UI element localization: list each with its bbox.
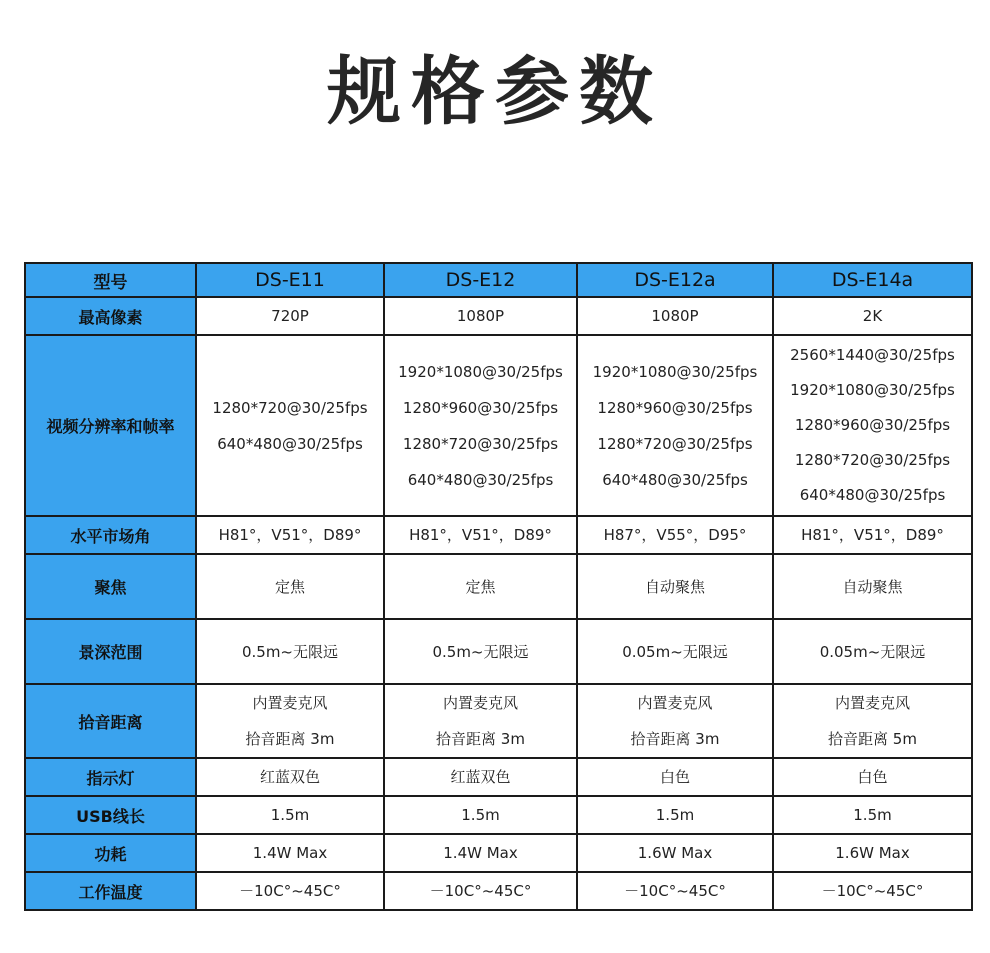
cell-line: 1280*960@30/25fps xyxy=(402,398,559,417)
spec-cell xyxy=(384,796,577,834)
cell-line: 内置麦克风 xyxy=(252,694,328,712)
spec-cell xyxy=(577,516,773,554)
cell-line: H81°，V51°，D89° xyxy=(218,526,362,544)
model-header: DS-E12a xyxy=(577,263,773,297)
spec-cell xyxy=(773,619,972,684)
row-label: 指示灯 xyxy=(25,758,196,796)
cell-line: 红蓝双色 xyxy=(259,768,320,786)
cell-line: 1280*960@30/25fps xyxy=(794,416,951,434)
model-header: DS-E11 xyxy=(196,263,384,297)
spec-cell xyxy=(773,684,972,758)
cell-line: －10C°~45C° xyxy=(821,882,924,900)
spec-cell xyxy=(773,758,972,796)
cell-line: 640*480@30/25fps xyxy=(602,470,748,489)
cell-line: 1.4W Max xyxy=(443,844,518,862)
row-label: 最高像素 xyxy=(25,297,196,335)
table-row xyxy=(25,834,972,872)
spec-cell xyxy=(577,335,773,516)
cell-line: 白色 xyxy=(659,768,690,786)
cell-line: 0.5m~无限远 xyxy=(241,642,339,661)
cell-line: 2K xyxy=(862,307,883,325)
cell-line: 拾音距离 3m xyxy=(436,730,525,748)
cell-line: 2560*1440@30/25fps xyxy=(790,346,955,364)
cell-line: 1.6W Max xyxy=(637,844,713,862)
cell-line: 自动聚焦 xyxy=(842,577,903,596)
spec-cell xyxy=(773,834,972,872)
cell-line: 0.5m~无限远 xyxy=(432,642,529,661)
cell-line: 1280*960@30/25fps xyxy=(597,398,753,417)
row-label: 视频分辨率和帧率 xyxy=(25,335,196,516)
row-label: 功耗 xyxy=(25,834,196,872)
table-row xyxy=(25,297,972,335)
spec-cell xyxy=(196,796,384,834)
cell-line: －10C°~45C° xyxy=(429,882,532,900)
spec-table xyxy=(24,262,973,911)
cell-line: 1.4W Max xyxy=(252,844,328,862)
cell-line: 1920*1080@30/25fps xyxy=(398,362,563,381)
cell-line: H87°，V55°，D95° xyxy=(603,526,747,544)
cell-line: 1280*720@30/25fps xyxy=(597,434,753,453)
cell-line: 拾音距离 3m xyxy=(245,730,335,748)
cell-line: 自动聚焦 xyxy=(644,577,705,596)
spec-cell xyxy=(196,516,384,554)
cell-line: 1.6W Max xyxy=(835,844,910,862)
spec-cell xyxy=(577,297,773,335)
spec-cell xyxy=(577,872,773,910)
spec-cell xyxy=(577,684,773,758)
spec-cell xyxy=(196,619,384,684)
spec-cell xyxy=(384,554,577,619)
cell-line: 1280*720@30/25fps xyxy=(794,451,951,469)
spec-cell xyxy=(384,872,577,910)
cell-line: 1080P xyxy=(651,307,699,325)
cell-line: H81°，V51°，D89° xyxy=(409,526,552,544)
cell-line: 0.05m~无限远 xyxy=(819,642,926,661)
spec-cell xyxy=(384,684,577,758)
cell-line: 内置麦克风 xyxy=(442,694,518,712)
spec-cell xyxy=(384,619,577,684)
header-row xyxy=(25,263,972,297)
spec-cell xyxy=(384,758,577,796)
cell-line: 1280*720@30/25fps xyxy=(212,398,368,417)
spec-cell xyxy=(196,684,384,758)
spec-cell xyxy=(196,335,384,516)
header-label: 型号 xyxy=(25,263,196,297)
cell-line: 1.5m xyxy=(461,806,500,824)
cell-line: 白色 xyxy=(857,768,888,786)
cell-line: 内置麦克风 xyxy=(637,694,713,712)
spec-cell xyxy=(577,758,773,796)
spec-cell xyxy=(773,297,972,335)
spec-cell xyxy=(384,335,577,516)
cell-line: H81°，V51°，D89° xyxy=(801,526,944,544)
spec-cell xyxy=(384,297,577,335)
spec-cell xyxy=(196,758,384,796)
spec-cell xyxy=(577,796,773,834)
cell-line: －10C°~45C° xyxy=(239,882,341,900)
spec-cell xyxy=(773,335,972,516)
row-label: 水平市场角 xyxy=(25,516,196,554)
spec-cell xyxy=(773,554,972,619)
page-title: 规格参数 xyxy=(327,49,663,135)
cell-line: 0.05m~无限远 xyxy=(622,642,728,661)
spec-cell xyxy=(577,619,773,684)
row-label: 景深范围 xyxy=(25,619,196,684)
spec-cell xyxy=(196,834,384,872)
cell-line: 1.5m xyxy=(270,806,310,824)
table-row xyxy=(25,872,972,910)
row-label: USB线长 xyxy=(25,796,196,834)
cell-line: 拾音距离 3m xyxy=(630,730,720,748)
cell-line: 定焦 xyxy=(274,577,305,596)
spec-cell xyxy=(577,834,773,872)
cell-line: 定焦 xyxy=(465,577,496,596)
table-row xyxy=(25,796,972,834)
cell-line: 1920*1080@30/25fps xyxy=(790,381,955,399)
row-label: 工作温度 xyxy=(25,872,196,910)
spec-cell xyxy=(384,516,577,554)
spec-cell xyxy=(577,554,773,619)
cell-line: 640*480@30/25fps xyxy=(799,486,946,504)
cell-line: 1280*720@30/25fps xyxy=(402,434,559,453)
cell-line: 拾音距离 5m xyxy=(828,730,917,748)
spec-cell xyxy=(196,554,384,619)
cell-line: －10C°~45C° xyxy=(624,882,726,900)
model-header: DS-E14a xyxy=(773,263,972,297)
spec-cell xyxy=(773,796,972,834)
row-label: 聚焦 xyxy=(25,554,196,619)
table-row xyxy=(25,758,972,796)
table-row xyxy=(25,335,972,516)
cell-line: 720P xyxy=(271,307,309,325)
cell-line: 1080P xyxy=(456,307,505,325)
cell-line: 640*480@30/25fps xyxy=(217,434,363,453)
cell-line: 内置麦克风 xyxy=(834,694,910,712)
model-header: DS-E12 xyxy=(384,263,577,297)
table-row xyxy=(25,684,972,758)
cell-line: 1.5m xyxy=(853,806,892,824)
table-row xyxy=(25,516,972,554)
spec-cell xyxy=(196,872,384,910)
cell-line: 1920*1080@30/25fps xyxy=(592,362,758,381)
row-label: 拾音距离 xyxy=(25,684,196,758)
table-row xyxy=(25,554,972,619)
table-row xyxy=(25,619,972,684)
spec-cell xyxy=(196,297,384,335)
cell-line: 1.5m xyxy=(655,806,695,824)
cell-line: 640*480@30/25fps xyxy=(407,470,554,489)
spec-cell xyxy=(384,834,577,872)
cell-line: 红蓝双色 xyxy=(450,768,511,786)
spec-cell xyxy=(773,516,972,554)
spec-cell xyxy=(773,872,972,910)
